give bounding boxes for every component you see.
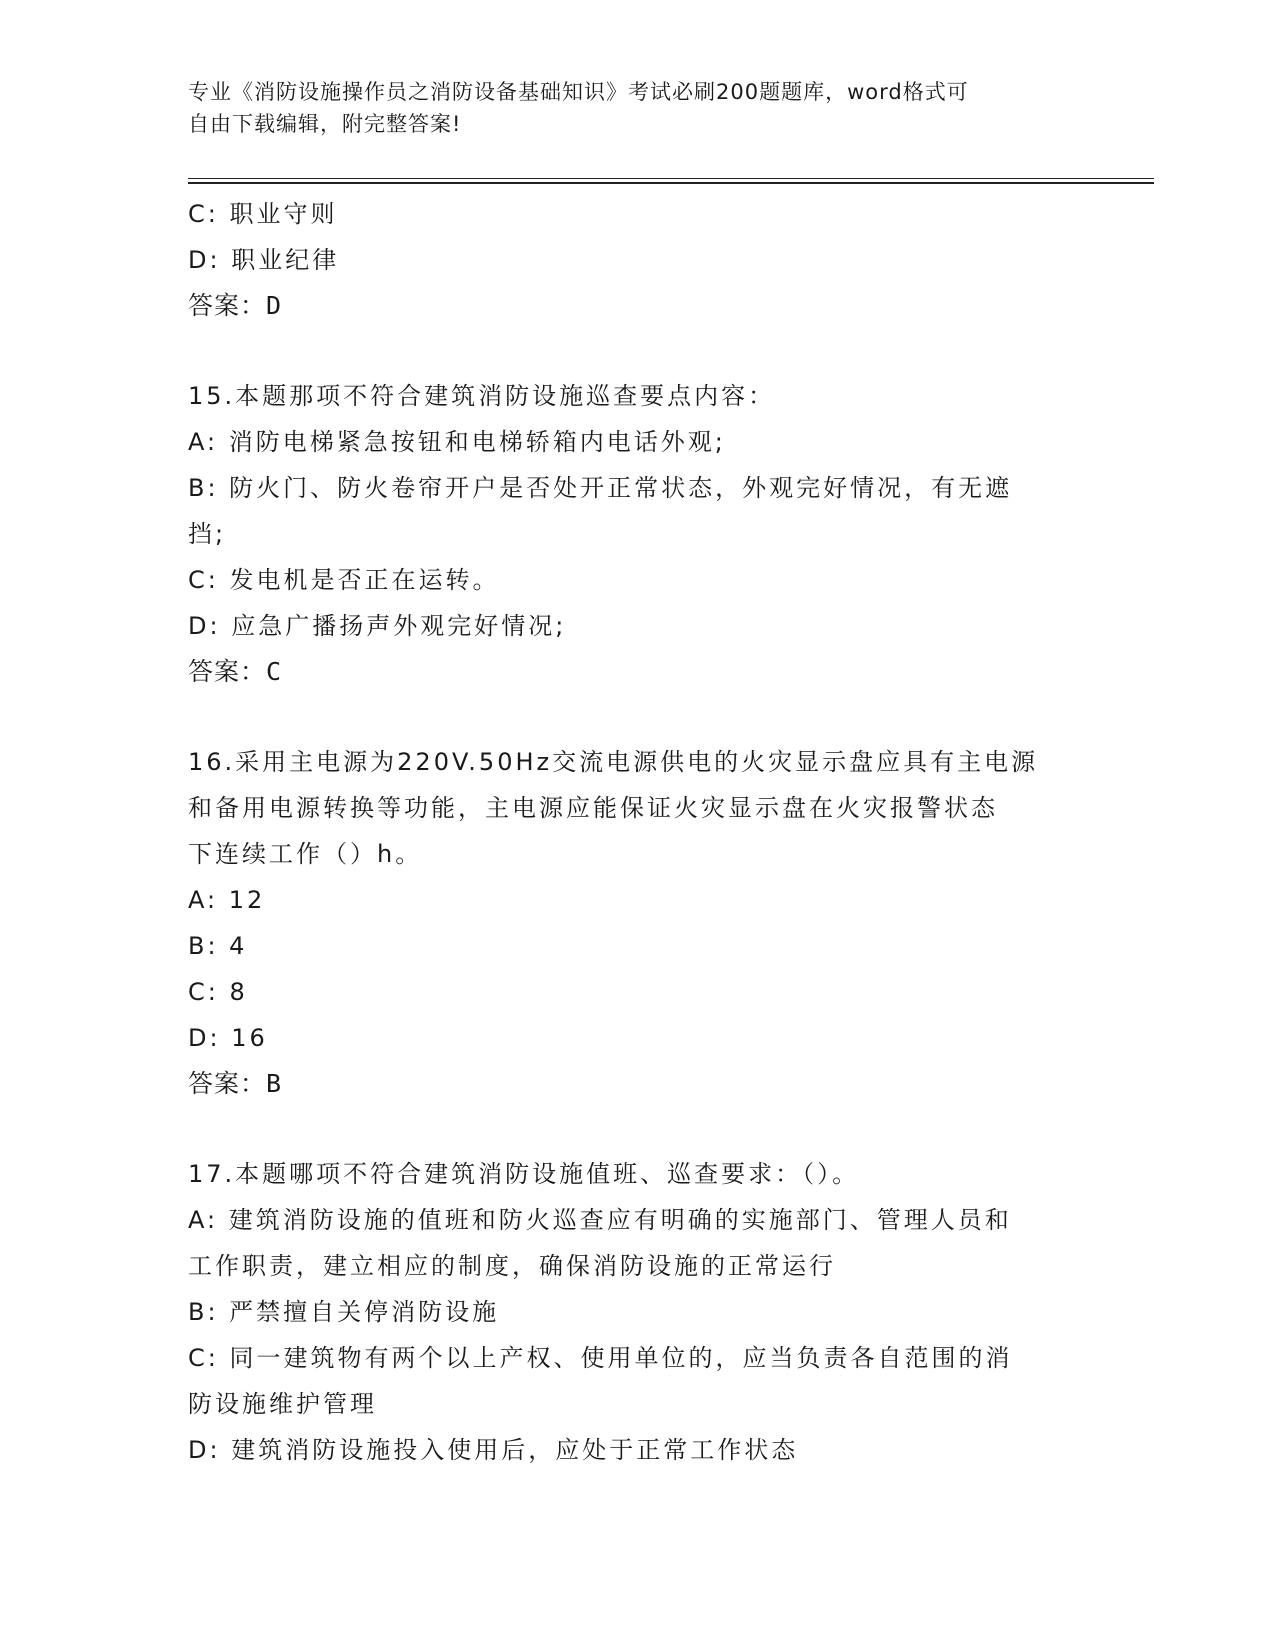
option-d: D: 16 xyxy=(188,1024,268,1052)
option-b: B: 防火门、防火卷帘开户是否处开正常状态，外观完好情况，有无遮 xyxy=(188,474,1013,502)
option-c: C: 8 xyxy=(188,978,248,1006)
option-c-cont: 防设施维护管理 xyxy=(188,1390,377,1418)
option-a: A: 建筑消防设施的值班和防火巡查应有明确的实施部门、管理人员和 xyxy=(188,1206,1012,1234)
header-line-2: 自由下载编辑，附完整答案! xyxy=(188,112,462,136)
question-stem: 16.采用主电源为220V.50Hz交流电源供电的火灾显示盘应具有主电源 xyxy=(188,748,1039,776)
question-16 xyxy=(188,739,1088,1107)
answer: 答案：D xyxy=(188,291,283,320)
option-d: D: 应急广播扬声外观完好情况; xyxy=(188,612,567,640)
question-15 xyxy=(188,373,1088,695)
option-a-cont: 工作职责，建立相应的制度，确保消防设施的正常运行 xyxy=(188,1252,836,1280)
document-header xyxy=(188,76,1088,140)
option-d: D: 职业纪律 xyxy=(188,246,340,274)
option-b: B: 4 xyxy=(188,932,248,960)
option-d: D: 建筑消防设施投入使用后，应处于正常工作状态 xyxy=(188,1436,799,1464)
answer: 答案：B xyxy=(188,1069,283,1098)
question-stem: 15.本题那项不符合建筑消防设施巡查要点内容： xyxy=(188,382,776,410)
option-c: C: 同一建筑物有两个以上产权、使用单位的，应当负责各自范围的消 xyxy=(188,1344,1013,1372)
header-rule-thin xyxy=(188,178,1154,179)
option-a: A: 消防电梯紧急按钮和电梯轿箱内电话外观; xyxy=(188,428,726,456)
question-17 xyxy=(188,1151,1088,1473)
prev-question xyxy=(188,191,1088,329)
question-stem: 17.本题哪项不符合建筑消防设施值班、巡查要求：（）。 xyxy=(188,1160,860,1188)
question-stem-cont: 和备用电源转换等功能，主电源应能保证火灾显示盘在火灾报警状态 xyxy=(188,794,998,822)
option-a: A: 12 xyxy=(188,886,266,914)
question-content xyxy=(188,191,1088,1473)
option-b-cont: 挡; xyxy=(188,520,227,548)
answer: 答案：C xyxy=(188,657,283,686)
header-rule-thick xyxy=(188,182,1154,184)
question-stem-cont: 下连续工作（）h。 xyxy=(188,840,423,868)
option-b: B: 严禁擅自关停消防设施 xyxy=(188,1298,500,1326)
header-line-1: 专业《消防设施操作员之消防设备基础知识》考试必刷200题题库，word格式可 xyxy=(188,80,969,104)
option-c: C: 职业守则 xyxy=(188,200,338,228)
option-c: C: 发电机是否正在运转。 xyxy=(188,566,500,594)
